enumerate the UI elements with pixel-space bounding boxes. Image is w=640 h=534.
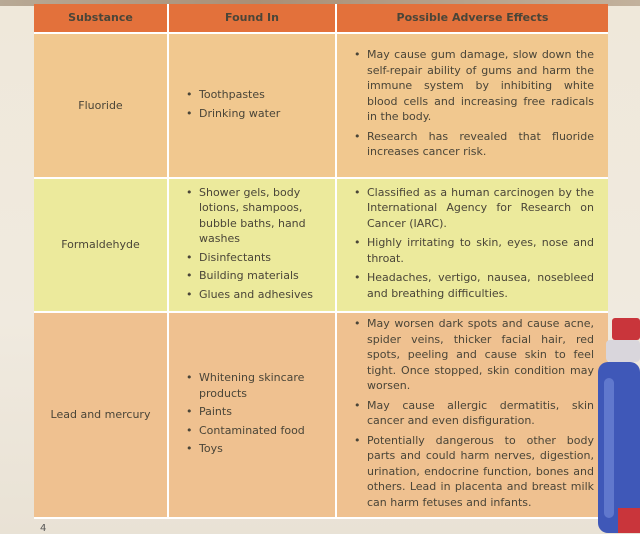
- substance-cell: Fluoride: [34, 33, 168, 178]
- list-item: • Toothpastes: [185, 87, 328, 103]
- list-item: • Disinfectants: [185, 250, 328, 266]
- table-row: [34, 178, 608, 312]
- effects-cell: [336, 33, 608, 178]
- list-item: • Potentially dangerous to other body parts and could harm nerves, digestion, urination, endocrine function, bones and others. Lead in placenta and breast milk can harm fetuses and infants.: [353, 433, 594, 511]
- list-item: • May cause allergic dermatitis, skin cancer and even disfiguration.: [353, 398, 594, 429]
- list-item: • Glues and adhesives: [185, 287, 328, 303]
- found-in-list: [185, 370, 334, 457]
- adverse-effects-table: [34, 4, 608, 519]
- header-effects: Possible Adverse Effects: [336, 4, 608, 33]
- list-item: • Paints: [185, 404, 328, 420]
- page-number: 4: [40, 523, 47, 534]
- list-item: • Whitening skincare products: [185, 370, 328, 401]
- list-item: • May worsen dark spots and cause acne, spider veins, thicker facial hair, red spots, peeling and cause skin to feel tight. Once stopped, skin condition may worsen.: [353, 316, 594, 394]
- substance-cell: Lead and mercury: [34, 312, 168, 518]
- list-item: • Building materials: [185, 268, 328, 284]
- found-in-cell: [168, 312, 336, 518]
- found-in-list: [185, 185, 334, 303]
- list-item: • Toys: [185, 441, 328, 457]
- effects-cell: [336, 178, 608, 312]
- effects-list: [353, 316, 600, 510]
- list-item: • Highly irritating to skin, eyes, nose and throat.: [353, 235, 594, 266]
- table-row: [34, 312, 608, 518]
- table-header-row: [34, 4, 608, 33]
- found-in-cell: [168, 178, 336, 312]
- effects-list: [353, 47, 600, 160]
- list-item: • Research has revealed that fluoride increases cancer risk.: [353, 129, 594, 160]
- effects-cell: [336, 312, 608, 518]
- table-row: [34, 33, 608, 178]
- found-in-cell: [168, 33, 336, 178]
- list-item: • Classified as a human carcinogen by the International Agency for Research on Cancer (IARC).: [353, 185, 594, 232]
- list-item: • May cause gum damage, slow down the self-repair ability of gums and harm the immune system by inhibiting white blood cells and increasing free radicals in the body.: [353, 47, 594, 125]
- list-item: • Headaches, vertigo, nausea, nosebleed and breathing difficulties.: [353, 270, 594, 301]
- list-item: • Contaminated food: [185, 423, 328, 439]
- header-found-in: Found In: [168, 4, 336, 33]
- product-bottle-image: [598, 318, 640, 533]
- found-in-list: [185, 87, 334, 121]
- list-item: • Shower gels, body lotions, shampoos, bubble baths, hand washes: [185, 185, 328, 247]
- list-item: • Drinking water: [185, 106, 328, 122]
- substance-cell: Formaldehyde: [34, 178, 168, 312]
- header-substance: Substance: [34, 4, 168, 33]
- effects-list: [353, 185, 600, 302]
